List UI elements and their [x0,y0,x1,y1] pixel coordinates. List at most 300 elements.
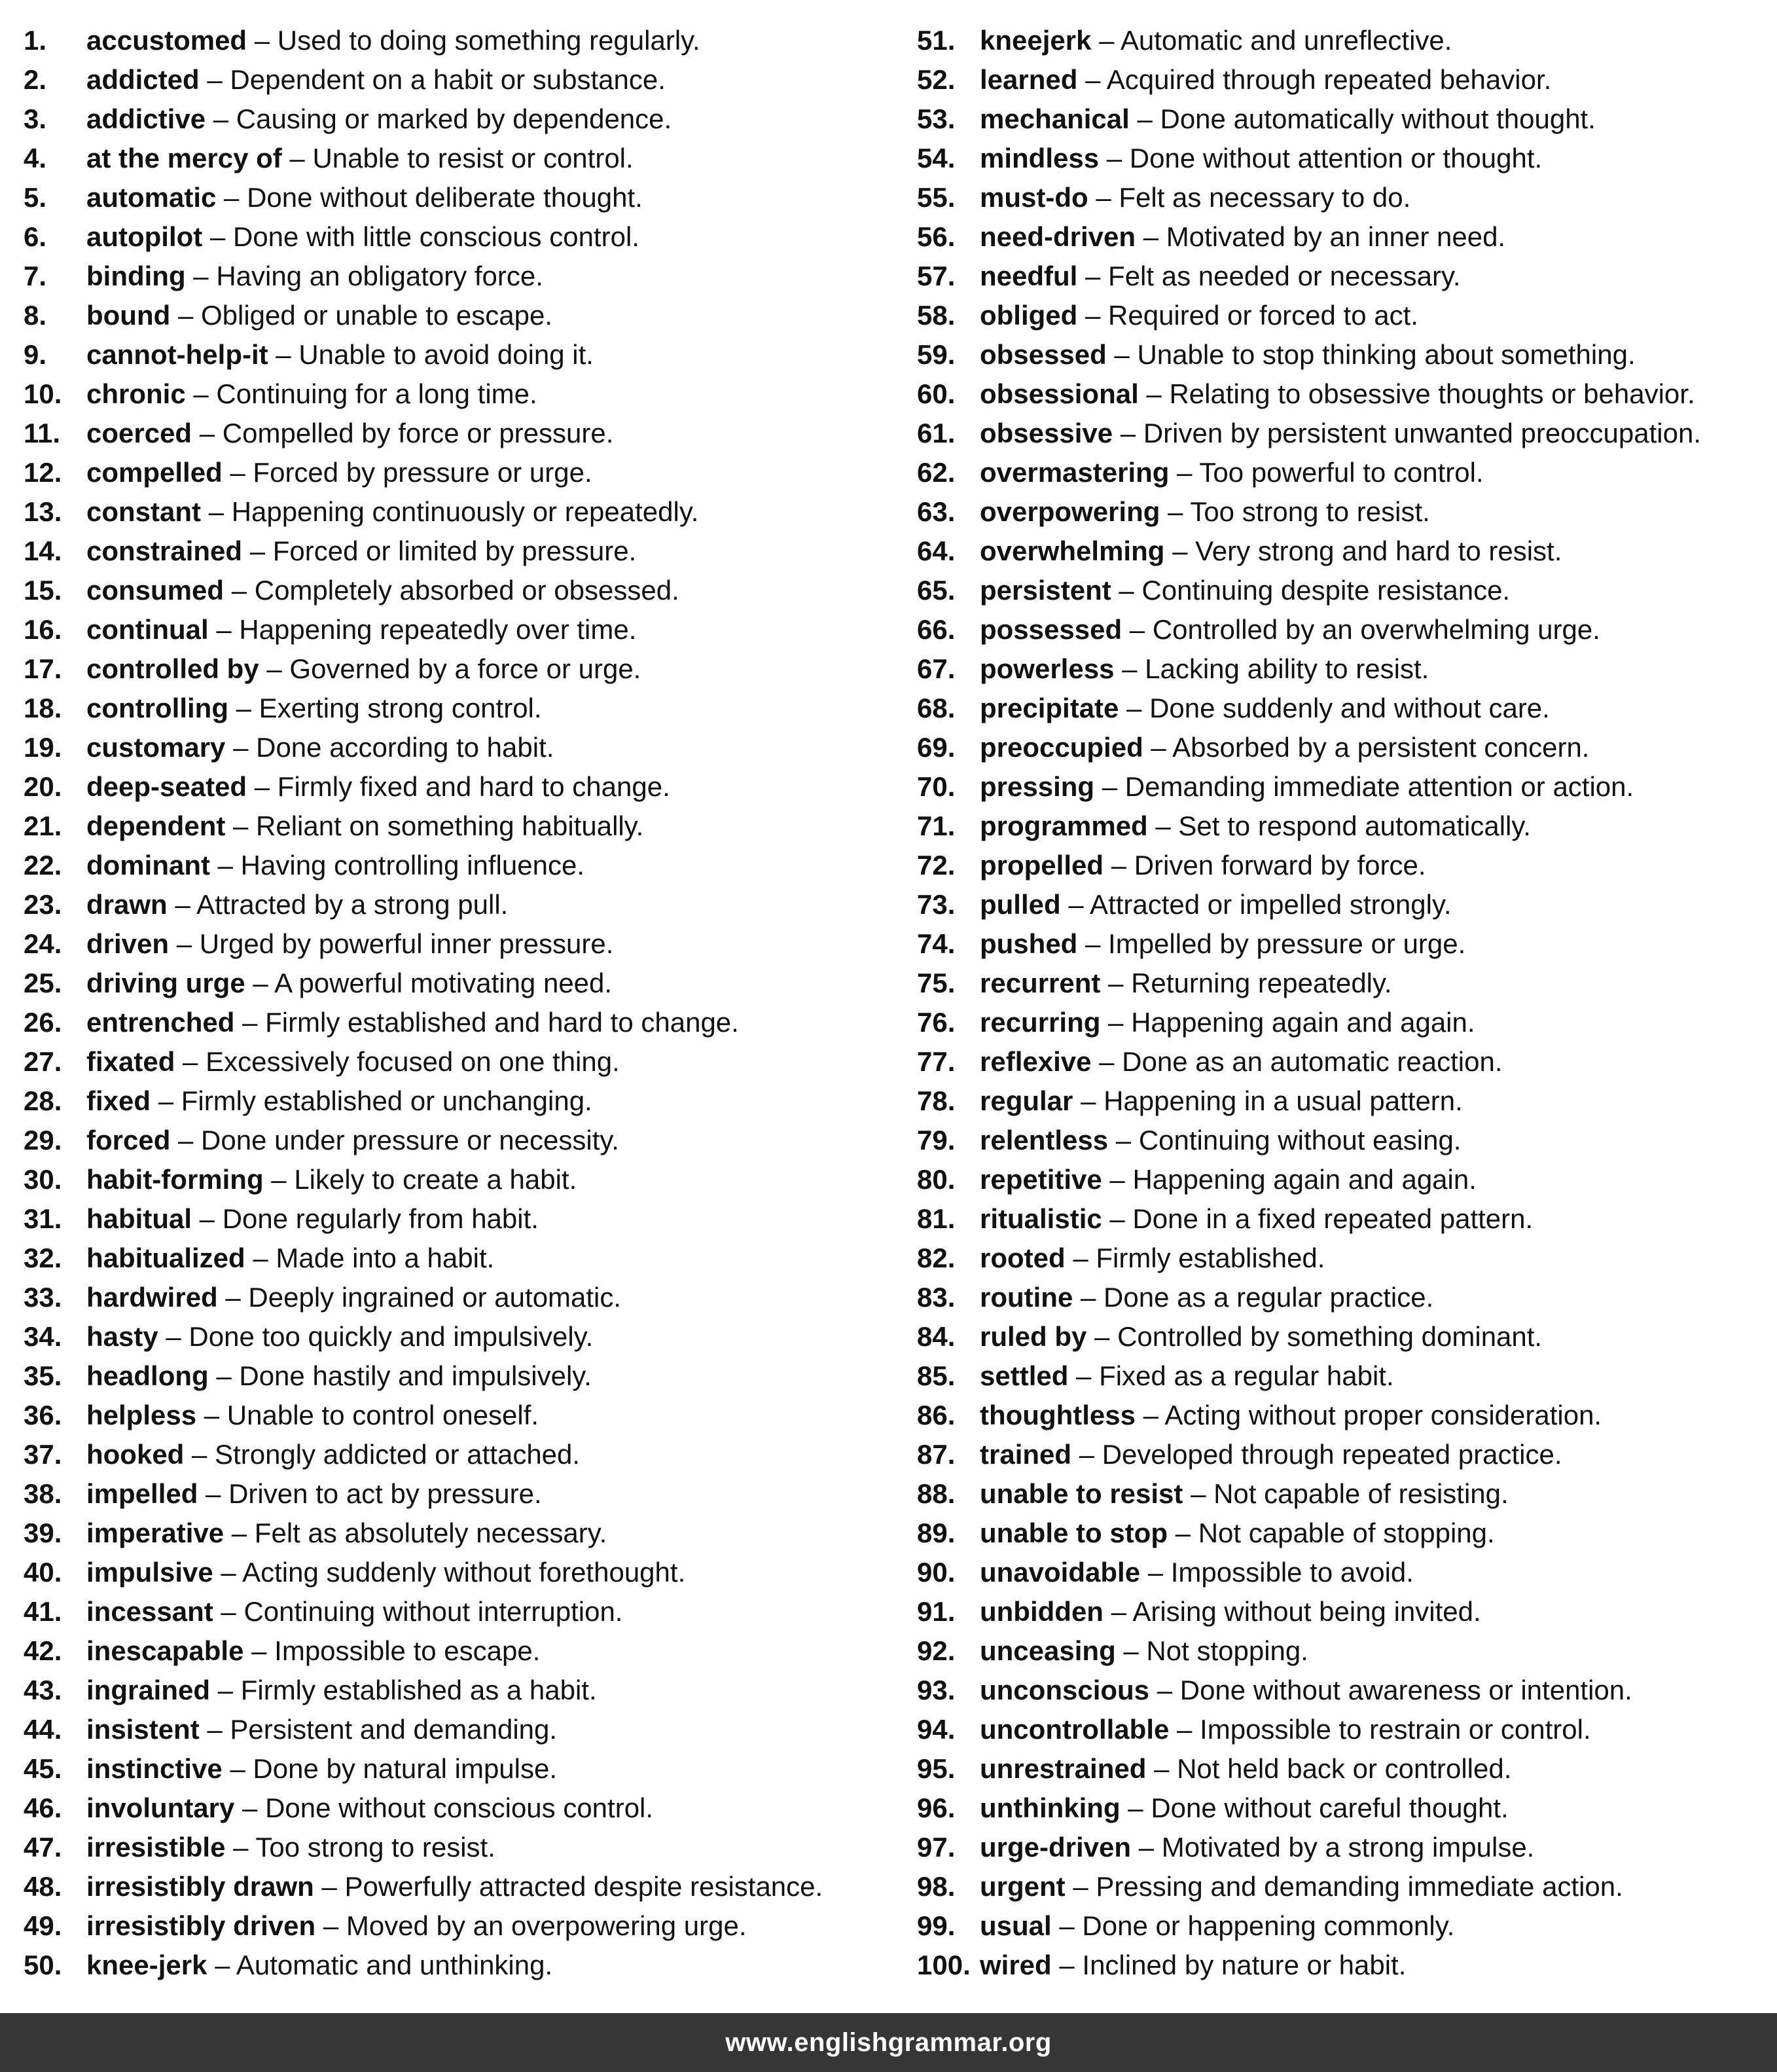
item-definition: – Driven to act by pressure. [198,1478,542,1509]
item-term: habitual [86,1203,192,1234]
item-number: 56. [917,221,956,252]
list-item [917,1121,1768,1160]
item-text [980,1906,1454,1946]
item-definition: – Continuing despite resistance. [1111,575,1511,606]
list-item [24,1278,894,1317]
item-definition: – Felt as necessary to do. [1088,182,1411,213]
item-text [980,414,1701,453]
list-item [917,689,1768,728]
item-text [980,1592,1481,1631]
item-term: powerless [980,653,1115,684]
item-term: pressing [980,771,1095,802]
list-item [24,807,894,846]
item-definition: – Made into a habit. [245,1243,495,1273]
list-item [917,1514,1768,1553]
item-number: 60. [917,378,956,409]
item-number: 35. [24,1360,62,1391]
item-text [980,1121,1461,1160]
item-term: unable to resist [980,1478,1183,1509]
list-item [24,964,894,1003]
item-definition: – Developed through repeated practice. [1071,1439,1562,1470]
item-number: 18. [24,693,62,723]
item-text [980,1867,1623,1906]
item-definition: – Firmly fixed and hard to change. [247,771,670,802]
item-text [980,453,1484,492]
item-number: 51. [917,25,956,56]
item-definition: – Deeply ingrained or automatic. [217,1282,622,1313]
list-item [917,1592,1768,1631]
item-term: programmed [980,810,1148,841]
item-term: inescapable [86,1635,244,1666]
list-item [24,178,894,217]
item-text [86,335,594,374]
item-text [86,1867,823,1906]
list-item [24,1081,894,1121]
item-text [86,1278,621,1317]
item-term: preoccupied [980,732,1143,763]
item-number: 82. [917,1243,956,1273]
item-number: 19. [24,732,62,763]
item-definition: – Continuing without interruption. [213,1596,623,1627]
item-term: uncontrollable [980,1714,1170,1745]
item-text [980,60,1551,100]
item-number: 71. [917,810,956,841]
item-term: headlong [86,1360,209,1391]
item-number: 74. [917,928,956,959]
item-text [86,1946,552,1985]
item-term: irresistible [86,1832,226,1863]
item-number: 3. [24,103,47,134]
item-definition: – Not held back or controlled. [1146,1753,1512,1784]
item-term: impelled [86,1478,198,1509]
list-item [917,610,1768,649]
item-definition: – Too strong to resist. [1160,496,1430,527]
item-text [86,1592,622,1631]
item-term: urge-driven [980,1832,1132,1863]
item-term: possessed [980,614,1122,645]
item-term: ritualistic [980,1203,1102,1234]
item-text [980,767,1634,807]
item-number: 14. [24,536,62,566]
item-term: unceasing [980,1635,1116,1666]
item-text [86,1710,557,1749]
item-text [980,924,1465,964]
item-definition: – Happening again and again. [1102,1164,1477,1195]
item-number: 7. [24,261,47,291]
item-number: 1. [24,25,47,56]
item-text [980,1356,1394,1396]
item-number: 45. [24,1753,62,1784]
item-number: 73. [917,889,956,920]
item-number: 55. [917,182,956,213]
item-text [980,1396,1602,1435]
list-item [24,532,894,571]
list-item [24,139,894,178]
item-definition: – Done suddenly and without care. [1119,693,1550,723]
list-item [24,1906,894,1946]
list-item [24,1239,894,1278]
item-definition: – Too powerful to control. [1169,457,1484,488]
item-definition: – Unable to control oneself. [196,1400,539,1430]
list-item [917,1239,1768,1278]
item-definition: – Done as an automatic reaction. [1091,1046,1503,1077]
item-text [86,1199,539,1239]
list-item [917,571,1768,610]
item-text [86,100,672,139]
list-item [24,1356,894,1396]
item-term: knee-jerk [86,1950,207,1980]
item-definition: – Likely to create a habit. [263,1164,577,1195]
item-text [86,1789,653,1828]
list-item [917,296,1768,335]
item-number: 6. [24,221,47,252]
item-definition: – Happening continuously or repeatedly. [201,496,699,527]
list-item [917,1435,1768,1474]
list-item [24,571,894,610]
item-number: 57. [917,261,956,291]
item-number: 77. [917,1046,956,1077]
item-term: irresistibly drawn [86,1871,314,1902]
item-definition: – Done without conscious control. [234,1792,654,1823]
item-term: propelled [980,850,1104,881]
item-term: controlling [86,693,228,723]
item-definition: – Controlled by an overwhelming urge. [1122,614,1600,645]
item-term: addictive [86,103,206,134]
list-item [917,1828,1768,1867]
item-number: 43. [24,1675,62,1705]
item-definition: – Impossible to escape. [243,1635,541,1666]
item-number: 15. [24,575,62,606]
list-item [917,335,1768,374]
list-item [917,1396,1768,1435]
list-item [917,1710,1768,1749]
item-definition: – Having controlling influence. [209,850,584,881]
item-term: pushed [980,928,1078,959]
list-item [24,217,894,257]
item-text [980,1710,1591,1749]
item-number: 76. [917,1007,956,1038]
list-item [917,767,1768,807]
list-item [24,1474,894,1514]
item-number: 49. [24,1910,62,1941]
item-number: 30. [24,1164,62,1195]
item-number: 28. [24,1085,62,1116]
item-definition: – Done according to habit. [225,732,554,763]
item-term: irresistibly driven [86,1910,316,1941]
item-number: 24. [24,928,62,959]
list-item [24,1710,894,1749]
list-item [24,21,894,60]
item-text [980,1435,1562,1474]
list-item [917,257,1768,296]
item-term: mechanical [980,103,1130,134]
item-definition: – Obliged or unable to escape. [170,300,553,331]
item-definition: – Continuing without easing. [1108,1125,1462,1155]
item-definition: – Set to respond automatically. [1147,810,1531,841]
item-number: 41. [24,1596,62,1627]
item-number: 47. [24,1832,62,1863]
item-term: forced [86,1125,171,1155]
list-item [917,1906,1768,1946]
item-definition: – Felt as absolutely necessary. [224,1518,607,1548]
list-item [24,453,894,492]
item-definition: – Attracted by a strong pull. [167,889,509,920]
item-text [86,1671,597,1710]
item-text [86,414,613,453]
item-definition: – Done by natural impulse. [222,1753,558,1784]
item-term: automatic [86,182,217,213]
item-term: at the mercy of [86,143,282,173]
item-term: consumed [86,575,224,606]
item-term: reflexive [980,1046,1092,1077]
list-item [917,728,1768,767]
item-number: 33. [24,1282,62,1313]
item-term: impulsive [86,1557,213,1588]
list-item [917,1003,1768,1042]
item-term: deep-seated [86,771,247,802]
item-number: 90. [917,1557,956,1588]
item-definition: – Done with little conscious control. [202,221,639,252]
item-text [86,257,543,296]
item-number: 79. [917,1125,956,1155]
list-item [24,100,894,139]
item-number: 50. [24,1950,62,1980]
item-text [980,807,1531,846]
item-number: 31. [24,1203,62,1234]
list-item [24,1317,894,1356]
item-number: 46. [24,1792,62,1823]
item-definition: – Fixed as a regular habit. [1068,1360,1394,1391]
item-text [86,139,634,178]
item-term: entrenched [86,1007,235,1038]
item-text [86,1435,580,1474]
item-text [980,846,1426,885]
item-number: 32. [24,1243,62,1273]
list-item [24,374,894,414]
item-text [86,21,700,60]
item-text [86,610,636,649]
item-text [86,1003,739,1042]
item-term: recurring [980,1007,1101,1038]
list-item [24,1396,894,1435]
item-term: hardwired [86,1282,218,1313]
list-item [917,924,1768,964]
item-text [980,1946,1406,1985]
item-number: 2. [24,64,47,95]
item-number: 20. [24,771,62,802]
item-number: 61. [917,418,956,448]
list-item [917,1749,1768,1789]
item-text [980,1239,1325,1278]
item-text [980,492,1430,532]
list-item [917,846,1768,885]
item-term: habit-forming [86,1164,264,1195]
item-number: 54. [917,143,956,173]
item-term: overmastering [980,457,1170,488]
item-number: 27. [24,1046,62,1077]
item-text [980,374,1695,414]
item-definition: – Not stopping. [1115,1635,1308,1666]
item-definition: – Automatic and unreflective. [1091,25,1452,56]
item-term: overwhelming [980,536,1165,566]
item-text [980,689,1550,728]
item-term: unable to stop [980,1518,1168,1548]
item-number: 72. [917,850,956,881]
list-item [917,885,1768,924]
item-number: 88. [917,1478,956,1509]
item-text [980,217,1505,257]
word-list-right-column [917,21,1768,1985]
list-item [24,1867,894,1906]
list-item [24,1749,894,1789]
item-text [980,139,1542,178]
item-term: trained [980,1439,1072,1470]
list-item [917,178,1768,217]
item-definition: – Done without attention or thought. [1099,143,1543,173]
item-number: 8. [24,300,47,331]
word-list-left-column [24,21,894,1985]
item-term: constrained [86,536,243,566]
item-definition: – Done too quickly and impulsively. [158,1321,594,1352]
item-text [86,1042,620,1081]
item-number: 87. [917,1439,956,1470]
item-number: 92. [917,1635,956,1666]
item-term: fixed [86,1085,151,1116]
item-number: 22. [24,850,62,881]
item-definition: – Done automatically without thought. [1129,103,1596,134]
item-definition: – Continuing for a long time. [185,378,537,409]
item-definition: – Happening in a usual pattern. [1073,1085,1463,1116]
list-item [917,1317,1768,1356]
item-definition: – Strongly addicted or attached. [184,1439,581,1470]
item-text [980,1160,1477,1199]
item-number: 13. [24,496,62,527]
item-term: chronic [86,378,186,409]
item-definition: – Too strong to resist. [225,1832,495,1863]
item-text [980,571,1510,610]
item-term: dependent [86,810,226,841]
item-number: 26. [24,1007,62,1038]
item-definition: – Done under pressure or necessity. [170,1125,619,1155]
item-text [86,1514,607,1553]
item-number: 86. [917,1400,956,1430]
item-text [980,296,1418,335]
item-text [86,571,679,610]
item-definition: – Firmly established. [1065,1243,1325,1273]
item-text [980,21,1452,60]
item-text [86,964,612,1003]
item-definition: – Controlled by something dominant. [1086,1321,1543,1352]
list-item [24,414,894,453]
item-definition: – Done or happening commonly. [1051,1910,1455,1941]
item-term: incessant [86,1596,213,1627]
item-definition: – Dependent on a habit or substance. [199,64,666,95]
item-text [86,1474,542,1514]
list-item [24,1514,894,1553]
item-text [86,374,537,414]
item-text [86,1239,494,1278]
item-number: 34. [24,1321,62,1352]
item-number: 75. [917,968,956,998]
list-item [24,610,894,649]
item-definition: – Completely absorbed or obsessed. [224,575,679,606]
item-number: 53. [917,103,956,134]
item-term: driving urge [86,968,245,998]
item-definition: – Powerfully attracted despite resistance. [314,1871,823,1902]
item-text [86,1749,557,1789]
item-number: 95. [917,1753,956,1784]
item-definition: – Done regularly from habit. [192,1203,539,1234]
item-term: bound [86,300,171,331]
item-definition: – Returning repeatedly. [1100,968,1392,998]
item-term: controlled by [86,653,259,684]
item-term: unavoidable [980,1557,1141,1588]
item-term: coerced [86,418,192,448]
item-text [980,610,1600,649]
item-text [86,1396,539,1435]
item-term: overpowering [980,496,1160,527]
item-term: dominant [86,850,210,881]
item-definition: – Urged by powerful inner pressure. [169,928,614,959]
item-definition: – Pressing and demanding immediate action. [1065,1871,1623,1902]
item-number: 4. [24,143,47,173]
item-number: 67. [917,653,956,684]
item-definition: – Required or forced to act. [1077,300,1418,331]
item-number: 84. [917,1321,956,1352]
item-definition: – Compelled by force or pressure. [192,418,614,448]
item-term: obsessed [980,339,1107,370]
item-number: 83. [917,1282,956,1313]
list-item [24,767,894,807]
item-number: 63. [917,496,956,527]
item-text [86,1081,592,1121]
item-number: 39. [24,1518,62,1548]
item-definition: – Excessively focused on one thing. [175,1046,620,1077]
item-term: mindless [980,143,1100,173]
item-text [980,1003,1475,1042]
item-text [980,1553,1414,1592]
item-definition: – Done in a fixed repeated pattern. [1102,1203,1534,1234]
item-definition: – Unable to stop thinking about something. [1106,339,1636,370]
item-text [86,767,670,807]
list-item [24,1121,894,1160]
list-item [917,1042,1768,1081]
item-number: 81. [917,1203,956,1234]
list-item [917,60,1768,100]
item-text [86,296,552,335]
item-number: 48. [24,1871,62,1902]
item-term: settled [980,1360,1069,1391]
list-item [24,1671,894,1710]
list-item [917,1081,1768,1121]
item-term: pulled [980,889,1061,920]
list-item [24,1553,894,1592]
item-definition: – Happening repeatedly over time. [208,614,637,645]
item-term: obsessional [980,378,1139,409]
item-definition: – Impossible to restrain or control. [1169,1714,1591,1745]
item-definition: – Arising without being invited. [1103,1596,1481,1627]
item-text [86,728,554,767]
item-number: 100. [917,1950,971,1980]
item-term: compelled [86,457,223,488]
item-text [86,1828,495,1867]
item-term: binding [86,261,186,291]
item-number: 59. [917,339,956,370]
list-item [917,1553,1768,1592]
list-item [917,1867,1768,1906]
item-definition: – Not capable of stopping. [1168,1518,1495,1548]
item-number: 42. [24,1635,62,1666]
